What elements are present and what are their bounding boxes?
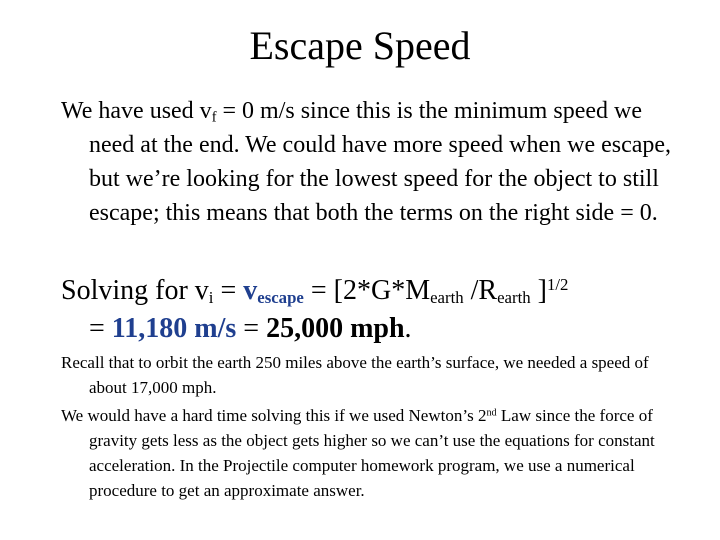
p1-text-b: = 0 m/s since this is the minimum speed we need at the end. We could have more speed when we escape, but we’re looking for the lowest speed for the object to still escape; this means that both the terms on the right side = 0. <box>89 98 672 226</box>
p2-superscript-half: 1/2 <box>546 274 569 294</box>
p4-text-a: We would have a hard time solving this if we used Newton’s 2 <box>61 406 487 425</box>
v-escape-symbol <box>243 275 304 306</box>
p4-superscript-nd: nd <box>486 407 497 419</box>
p2-text-d: ] <box>530 275 547 306</box>
paragraph-newton-law <box>61 403 681 503</box>
slide-title: Escape Speed <box>249 23 471 68</box>
p2-text-a: Solving for v <box>61 275 209 306</box>
p2-text-c: /R <box>463 275 498 306</box>
paragraph-final-velocity <box>61 94 681 230</box>
paragraph-escape-equation <box>61 272 681 348</box>
p2-equals-1: = <box>213 275 244 306</box>
p2-text-e: = <box>89 313 112 344</box>
paragraph-orbit-recall: Recall that to orbit the earth 250 miles above the earth’s surface, we needed a speed of about 17,000 mph. <box>61 353 649 397</box>
p2-text-f: = <box>236 313 267 344</box>
v-escape-letter: v <box>243 275 258 306</box>
p1-subscript-f: f <box>211 109 217 126</box>
p2-subscript-escape: escape <box>257 288 304 308</box>
escape-speed-ms: 11,180 m/s <box>111 313 237 344</box>
p2-text-b: = [2*G*M <box>303 275 431 306</box>
p2-subscript-earth-2: earth <box>497 288 531 308</box>
p1-text-a: We have used v <box>61 98 212 124</box>
escape-speed-mph: 25,000 mph <box>266 313 405 344</box>
p2-subscript-earth-1: earth <box>430 288 464 308</box>
p2-subscript-i: i <box>208 288 214 308</box>
p4-text-b: Law since the force of gravity gets less as the object gets higher so we can’t use the equations for constant acceleration. In the Projectile computer homework program, we use a numerical procedure to get an approximate answer. <box>89 406 655 500</box>
p2-text-g: . <box>404 313 412 344</box>
